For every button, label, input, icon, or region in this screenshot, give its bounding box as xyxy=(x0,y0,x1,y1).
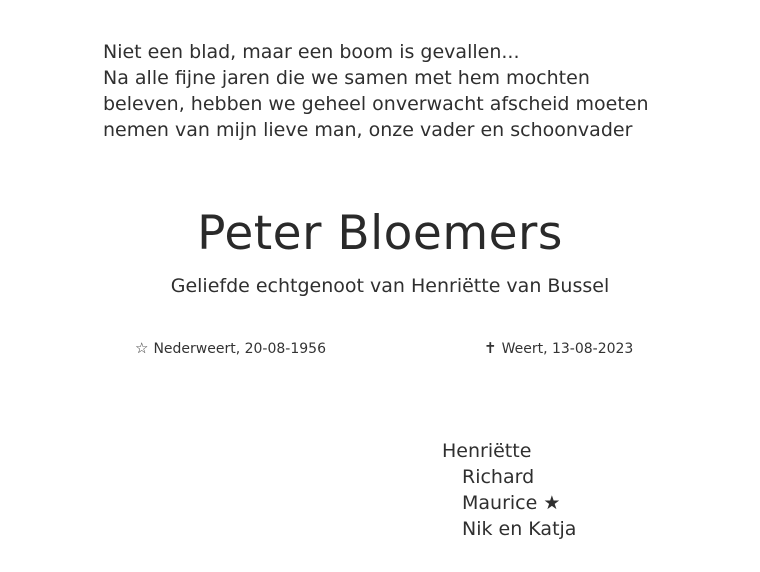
intro-line: beleven, hebben we geheel onverwacht afscheid moeten xyxy=(103,93,649,115)
family-member: Maurice ★ xyxy=(462,492,561,514)
family-member: Richard xyxy=(462,466,535,488)
deceased-name: Peter Bloemers xyxy=(197,206,563,261)
family-member: Nik en Katja xyxy=(462,518,577,540)
intro-line: Na alle fijne jaren die we samen met hem mochten xyxy=(103,67,590,89)
intro-text xyxy=(103,39,703,143)
birth-info xyxy=(135,338,326,359)
intro-line: Niet een blad, maar een boom is gevallen... xyxy=(103,41,520,63)
birth-place-date: Nederweert, 20-08-1956 xyxy=(153,341,326,357)
cross-icon: ✝ xyxy=(484,339,497,357)
intro-line: nemen van mijn lieve man, onze vader en schoonvader xyxy=(103,119,633,141)
death-place-date: Weert, 13-08-2023 xyxy=(501,341,634,357)
family-list xyxy=(442,438,576,542)
family-head: Henriëtte xyxy=(442,440,532,462)
death-info xyxy=(484,338,633,359)
spouse-subtitle: Geliefde echtgenoot van Henriëtte van Bussel xyxy=(170,275,610,297)
star-outline-icon: ☆ xyxy=(135,339,149,357)
